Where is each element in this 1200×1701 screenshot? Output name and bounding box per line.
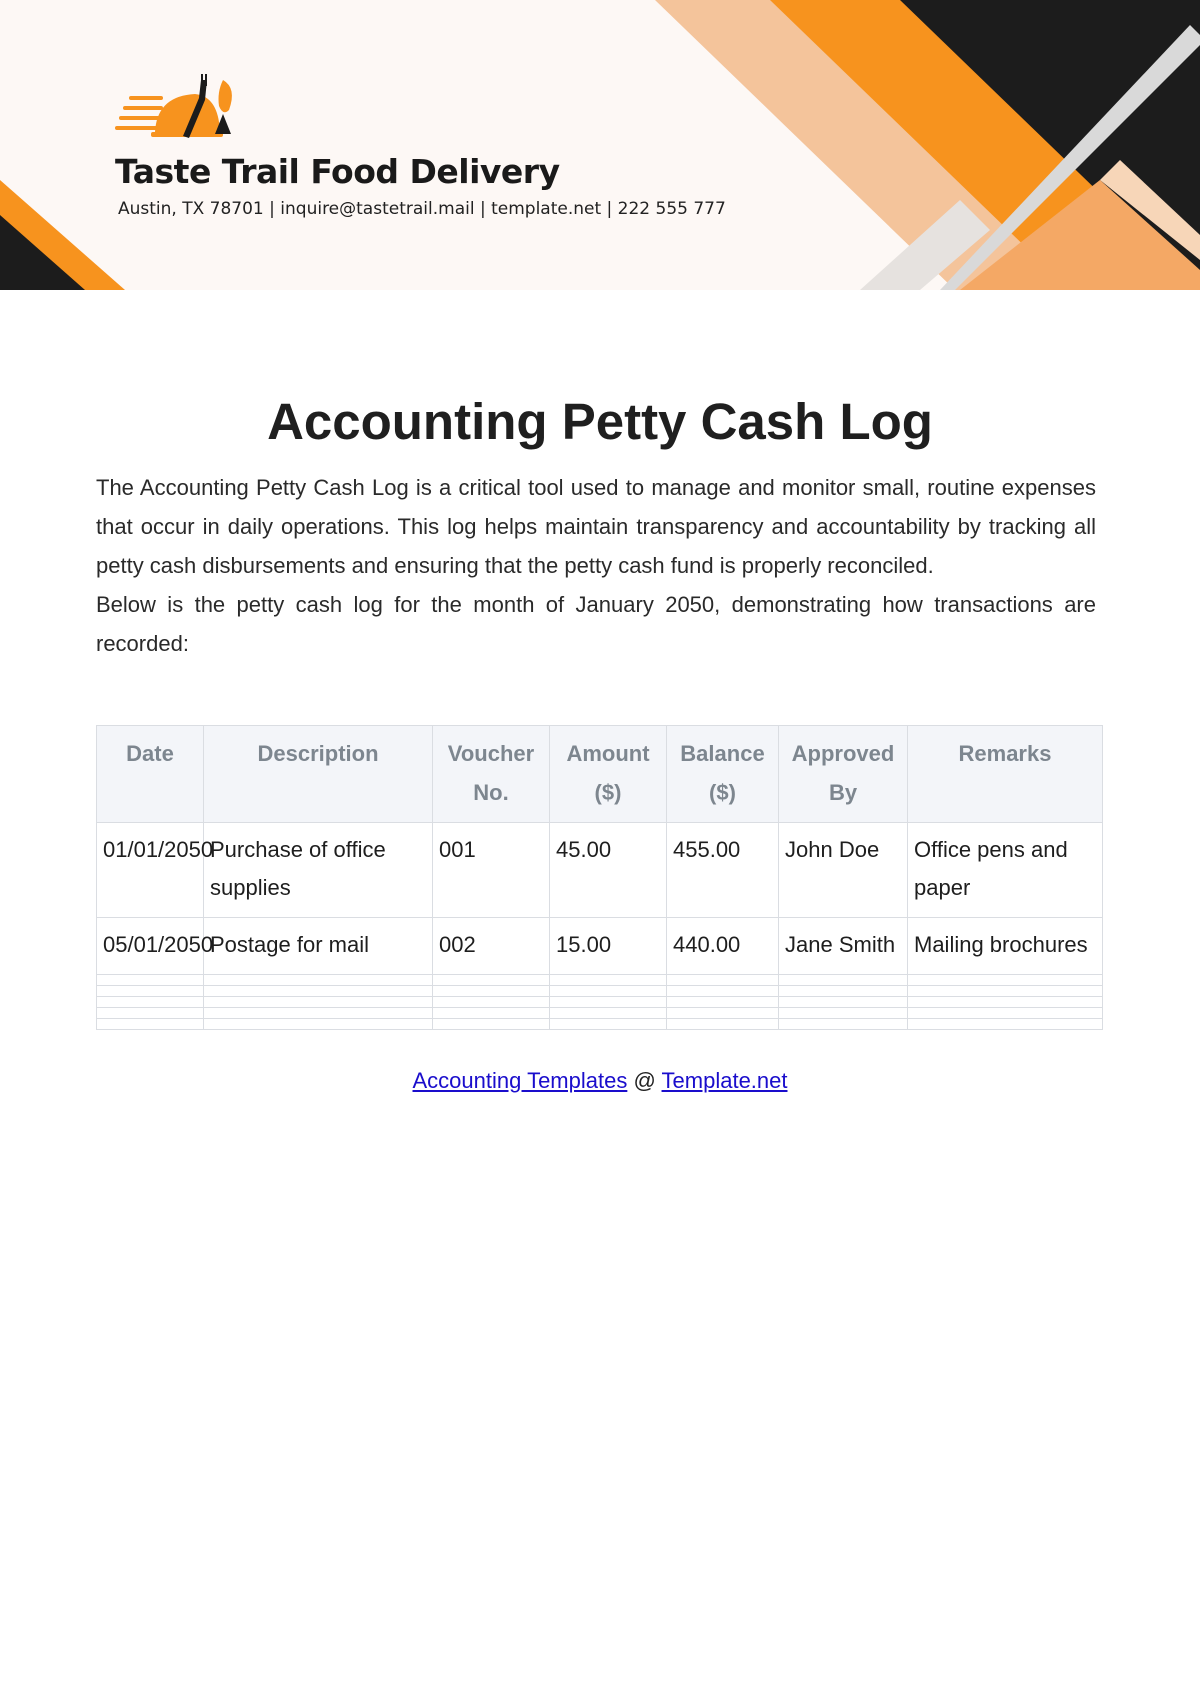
empty-table-row bbox=[97, 1008, 1103, 1019]
empty-table-row bbox=[97, 986, 1103, 997]
company-name: Taste Trail Food Delivery bbox=[115, 152, 560, 191]
document-title: Accounting Petty Cash Log bbox=[267, 393, 933, 450]
document-header bbox=[0, 0, 1200, 290]
column-header-amount: Amount ($) bbox=[550, 726, 667, 823]
cell-date: 01/01/2050 bbox=[97, 823, 204, 918]
company-contact-line: Austin, TX 78701 | inquire@tastetrail.mail | template.net | 222 555 777 bbox=[118, 199, 726, 219]
footer-separator: @ bbox=[633, 1068, 656, 1093]
accounting-templates-link[interactable]: Accounting Templates bbox=[412, 1068, 628, 1093]
empty-table-row bbox=[97, 997, 1103, 1008]
table-row bbox=[97, 823, 1103, 918]
cell-remarks: Office pens and paper bbox=[908, 823, 1103, 918]
column-header-date: Date bbox=[97, 726, 204, 823]
footer-links bbox=[0, 1068, 1200, 1094]
cell-description: Purchase of office supplies bbox=[204, 823, 433, 918]
cell-date: 05/01/2050 bbox=[97, 918, 204, 975]
cell-voucher-no: 002 bbox=[433, 918, 550, 975]
column-header-description: Description bbox=[204, 726, 433, 823]
intro-paragraph: The Accounting Petty Cash Log is a critical tool used to manage and monitor small, routine expenses that occur in daily operations. This log helps maintain transparency and accountability by tracking all petty cash disbursements and ensuring that the petty cash fund is properly reconciled. bbox=[96, 475, 1096, 578]
cell-approved-by: John Doe bbox=[779, 823, 908, 918]
cell-description: Postage for mail bbox=[204, 918, 433, 975]
empty-table-row bbox=[97, 1019, 1103, 1030]
template-net-link[interactable]: Template.net bbox=[661, 1068, 788, 1093]
cell-amount: 45.00 bbox=[550, 823, 667, 918]
column-header-approved-by: Approved By bbox=[779, 726, 908, 823]
cell-voucher-no: 001 bbox=[433, 823, 550, 918]
intro-paragraph: Below is the petty cash log for the month of January 2050, demonstrating how transactions are recorded: bbox=[96, 592, 1096, 656]
cell-remarks: Mailing brochures bbox=[908, 918, 1103, 975]
cell-balance: 455.00 bbox=[667, 823, 779, 918]
intro-text bbox=[96, 468, 1096, 663]
petty-cash-table bbox=[96, 725, 1103, 1030]
cell-amount: 15.00 bbox=[550, 918, 667, 975]
food-delivery-logo-icon bbox=[115, 72, 255, 152]
column-header-remarks: Remarks bbox=[908, 726, 1103, 823]
table-header-row bbox=[97, 726, 1103, 823]
empty-table-row bbox=[97, 975, 1103, 986]
column-header-balance: Balance ($) bbox=[667, 726, 779, 823]
cell-approved-by: Jane Smith bbox=[779, 918, 908, 975]
column-header-voucher-no: Voucher No. bbox=[433, 726, 550, 823]
cell-balance: 440.00 bbox=[667, 918, 779, 975]
table-row bbox=[97, 918, 1103, 975]
